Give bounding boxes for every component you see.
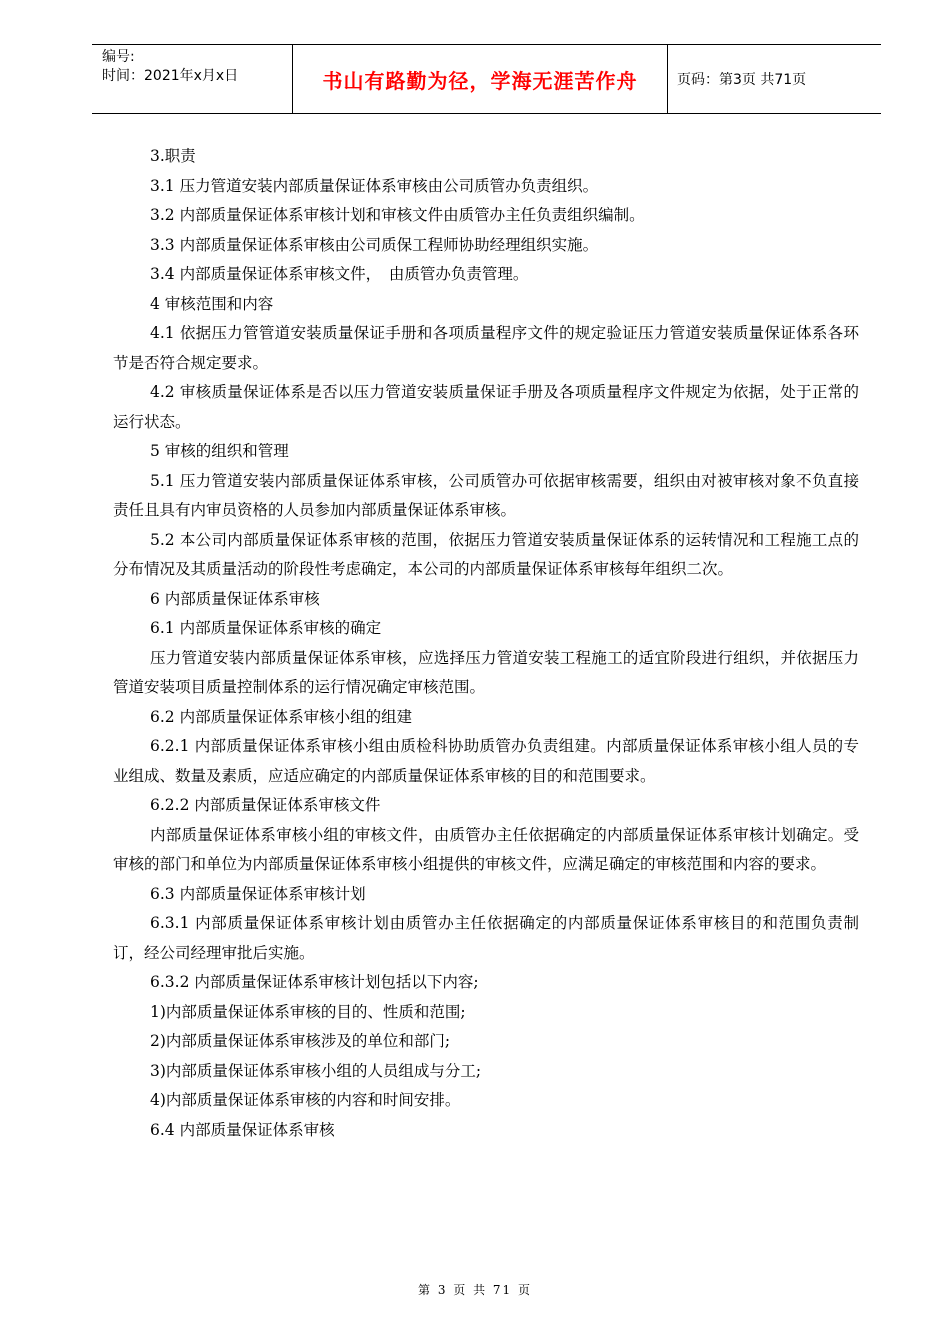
paragraph: 6.3.1 内部质量保证体系审核计划由质管办主任依据确定的内部质量保证体系审核目的和范围负责制订，经公司经理审批后实施。 [113, 914, 859, 962]
paragraph: 6.2 内部质量保证体系审核小组的组建 [150, 707, 413, 726]
paragraph: 6.3 内部质量保证体系审核计划 [150, 884, 366, 903]
paragraph: 3.4 内部质量保证体系审核文件， 由质管办负责管理。 [150, 265, 529, 283]
header-motto: 书山有路勤为径，学海无涯苦作舟 [322, 68, 638, 93]
paragraph: 4.1 依据压力管管道安装质量保证手册和各项质量程序文件的规定验证压力管道安装质量保证体系各环节是否符合规定要求。 [113, 324, 859, 372]
paragraph: 5.2 本公司内部质量保证体系审核的范围，依据压力管道安装质量保证体系的运转情况和工程施工点的分布情况及其质量活动的阶段性考虑确定，本公司的内部质量保证体系审核每年组织二次。 [113, 530, 859, 578]
paragraph: 6 内部质量保证体系审核 [150, 589, 320, 608]
paragraph: 3.2 内部质量保证体系审核计划和审核文件由质管办主任负责组织编制。 [150, 206, 645, 224]
document-number-label: 编号: [102, 49, 135, 65]
paragraph: 6.2.2 内部质量保证体系审核文件 [150, 796, 381, 814]
page-footer: 第 3 页 共 71 页 [418, 1283, 532, 1297]
page-header [92, 44, 881, 114]
header-page-number: 页码：第3页 共71页 [677, 72, 807, 88]
paragraph: 压力管道安装内部质量保证体系审核，应选择压力管道安装工程施工的适宜阶段进行组织，并依据压力管道安装项目质量控制体系的运行情况确定审核范围。 [113, 648, 859, 696]
header-motto-cell [292, 45, 668, 113]
paragraph: 5.1 压力管道安装内部质量保证体系审核，公司质管办可依据审核需要，组织由对被审核对象不负直接责任且具有内审员资格的人员参加内部质量保证体系审核。 [113, 471, 859, 519]
paragraph: 6.4 内部质量保证体系审核 [150, 1120, 335, 1139]
paragraph: 6.2.1 内部质量保证体系审核小组由质检科协助质管办负责组建。内部质量保证体系审核小组人员的专业组成、数量及素质，应适应确定的内部质量保证体系审核的目的和范围要求。 [113, 737, 859, 785]
header-page-cell [667, 45, 891, 113]
document-body [113, 142, 859, 1145]
paragraph: 4)内部质量保证体系审核的内容和时间安排。 [150, 1091, 461, 1109]
paragraph: 3.3 内部质量保证体系审核由公司质保工程师协助经理组织实施。 [150, 235, 599, 254]
paragraph: 2)内部质量保证体系审核涉及的单位和部门; [150, 1032, 451, 1050]
paragraph: 4.2 审核质量保证体系是否以压力管道安装质量保证手册及各项质量程序文件规定为依据，处于正常的运行状态。 [113, 383, 859, 431]
paragraph: 3.职责 [150, 147, 196, 165]
paragraph: 4 审核范围和内容 [150, 294, 274, 313]
paragraph: 6.1 内部质量保证体系审核的确定 [150, 619, 382, 637]
paragraph: 6.3.2 内部质量保证体系审核计划包括以下内容; [150, 973, 479, 991]
paragraph: 5 审核的组织和管理 [150, 442, 289, 460]
paragraph: 1)内部质量保证体系审核的目的、性质和范围; [150, 1002, 466, 1021]
header-meta [92, 45, 292, 113]
paragraph: 3)内部质量保证体系审核小组的人员组成与分工; [150, 1061, 482, 1080]
paragraph: 3.1 压力管道安装内部质量保证体系审核由公司质管办负责组织。 [150, 176, 599, 195]
paragraph: 内部质量保证体系审核小组的审核文件，由质管办主任依据确定的内部质量保证体系审核计划确定。受审核的部门和单位为内部质量保证体系审核小组提供的审核文件，应满足确定的审核范围和内容的要求。 [113, 825, 859, 873]
document-time-label: 时间：2021年x月x日 [102, 68, 239, 84]
